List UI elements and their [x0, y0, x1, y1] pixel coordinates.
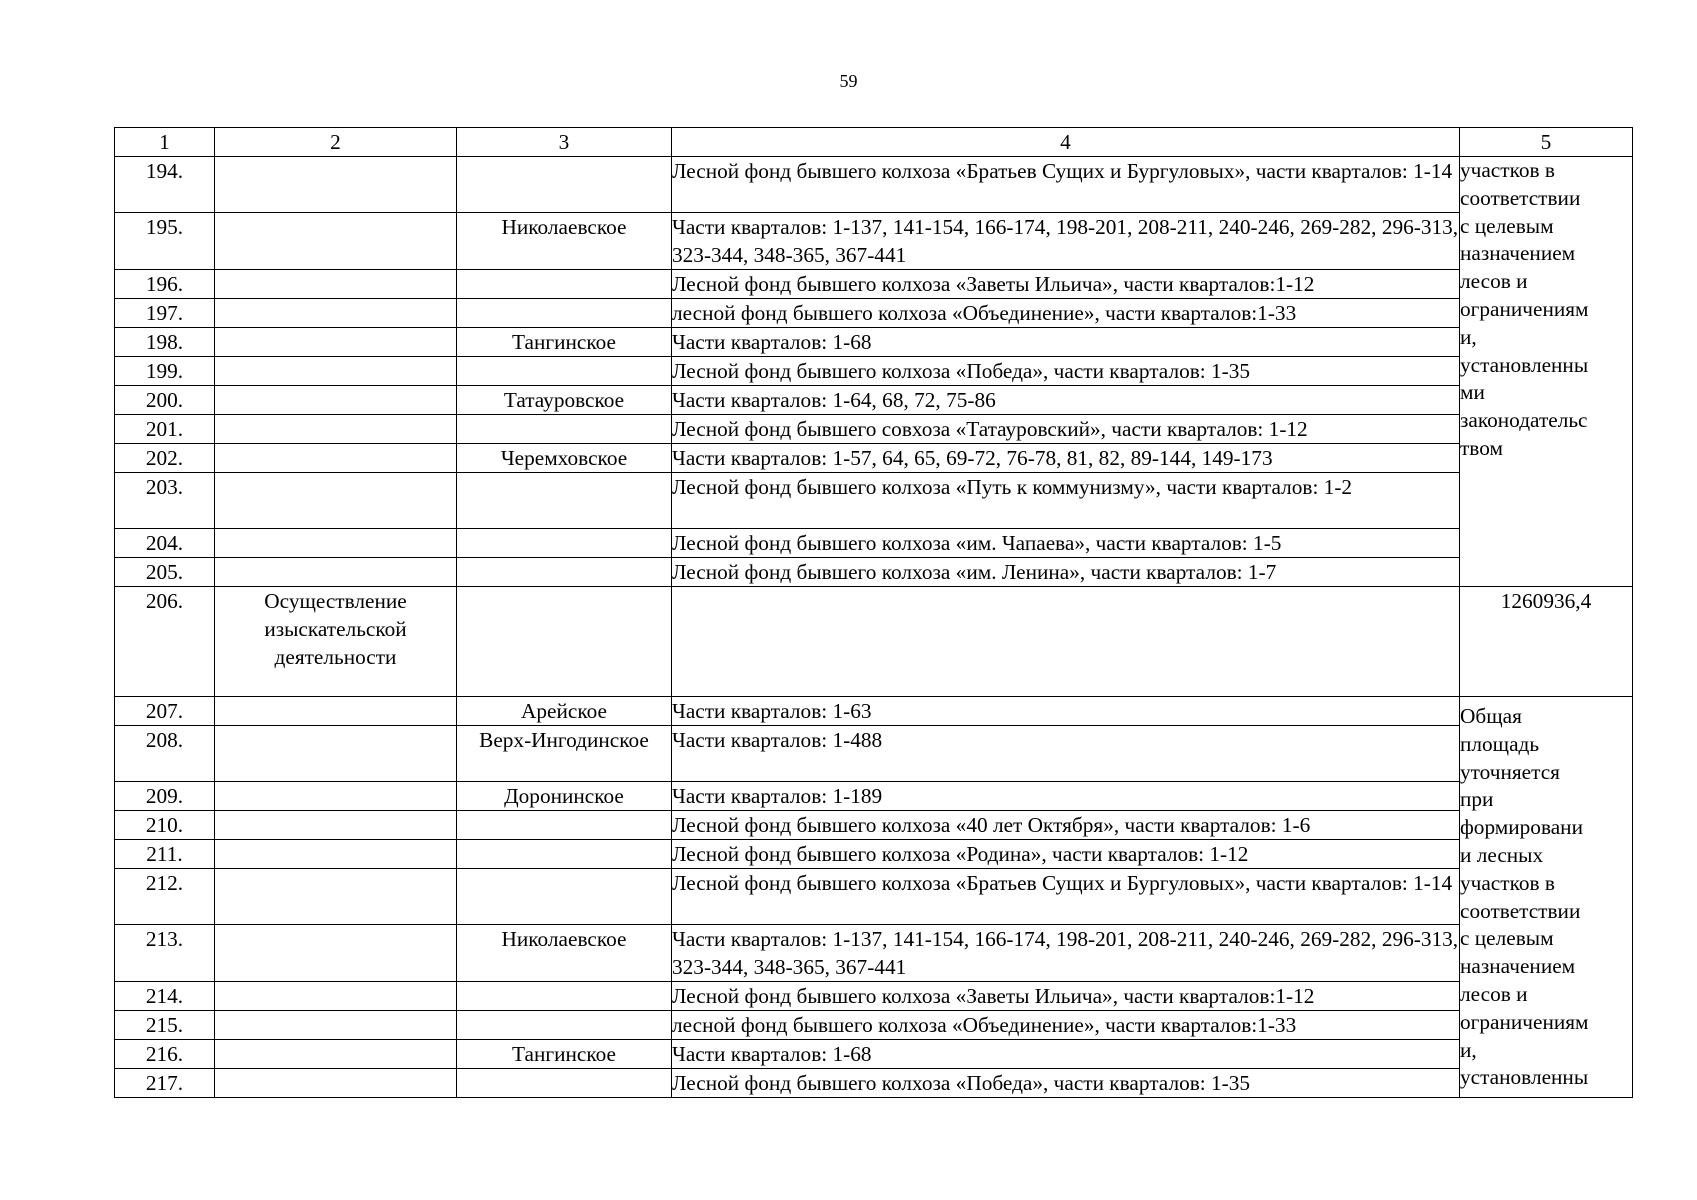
row-number: 194.: [115, 157, 215, 213]
row-purpose: [215, 529, 457, 558]
row-number: 196.: [115, 270, 215, 299]
table-row: [115, 697, 1633, 726]
column-header-1: 1: [115, 128, 215, 157]
row-forestry-district: [457, 811, 672, 840]
note-text-lower: Общая площадь уточняется при формировани и лесных участков в соответствии с целевым назначением лесов и ограничениям и, установленны: [1460, 704, 1589, 1090]
note-cell-upper: [1460, 157, 1633, 587]
row-purpose: Осуществление изыскательской деятельности: [215, 587, 457, 697]
table-row: [115, 299, 1633, 328]
row-number: 195.: [115, 213, 215, 270]
row-area-value: 1260936,4: [1460, 587, 1633, 697]
row-forestry-district: [457, 357, 672, 386]
row-quarters: Лесной фонд бывшего колхоза «40 лет Октября», части кварталов: 1-6: [672, 811, 1460, 840]
table-row: [115, 529, 1633, 558]
row-purpose: [215, 811, 457, 840]
row-forestry-district: [457, 587, 672, 697]
table-row: [115, 811, 1633, 840]
row-purpose: [215, 925, 457, 982]
row-number: 199.: [115, 357, 215, 386]
row-purpose: [215, 1011, 457, 1040]
row-purpose: [215, 558, 457, 587]
row-number: 206.: [115, 587, 215, 697]
row-forestry-district: [457, 299, 672, 328]
row-forestry-district: Татауровское: [457, 386, 672, 415]
note-cell-lower: [1460, 697, 1633, 1098]
row-quarters: лесной фонд бывшего колхоза «Объединение», части кварталов:1-33: [672, 1011, 1460, 1040]
row-quarters: Лесной фонд бывшего колхоза «Победа», части кварталов: 1-35: [672, 357, 1460, 386]
table-row: [115, 1040, 1633, 1069]
row-quarters: Лесной фонд бывшего колхоза «Братьев Сущих и Бургуловых», части кварталов: 1-14: [672, 157, 1460, 213]
row-forestry-district: Доронинское: [457, 782, 672, 811]
row-quarters: Лесной фонд бывшего колхоза «им. Чапаева», части кварталов: 1-5: [672, 529, 1460, 558]
row-forestry-district: [457, 270, 672, 299]
row-purpose: [215, 473, 457, 529]
row-forestry-district: [457, 558, 672, 587]
row-forestry-district: [457, 157, 672, 213]
table-row: [115, 415, 1633, 444]
row-number: 216.: [115, 1040, 215, 1069]
table-row: [115, 270, 1633, 299]
row-forestry-district: Тангинское: [457, 1040, 672, 1069]
table-row: [115, 444, 1633, 473]
table-row: [115, 328, 1633, 357]
row-purpose: [215, 840, 457, 869]
row-quarters: Части кварталов: 1-137, 141-154, 166-174, 198-201, 208-211, 240-246, 269-282, 296-313, 323-344, 348-365, 367-441: [672, 213, 1460, 270]
row-quarters: лесной фонд бывшего колхоза «Объединение», части кварталов:1-33: [672, 299, 1460, 328]
row-purpose: [215, 328, 457, 357]
row-number: 207.: [115, 697, 215, 726]
row-purpose: [215, 1069, 457, 1098]
row-purpose: [215, 869, 457, 925]
row-forestry-district: Николаевское: [457, 925, 672, 982]
row-purpose: [215, 357, 457, 386]
row-forestry-district: Верх-Ингодинское: [457, 726, 672, 782]
row-number: 197.: [115, 299, 215, 328]
row-purpose: [215, 697, 457, 726]
row-quarters: Лесной фонд бывшего совхоза «Татауровский», части кварталов: 1-12: [672, 415, 1460, 444]
row-forestry-district: Арейское: [457, 697, 672, 726]
table-row: [115, 782, 1633, 811]
row-number: 198.: [115, 328, 215, 357]
row-number: 202.: [115, 444, 215, 473]
row-purpose: [215, 982, 457, 1011]
table-row: [115, 726, 1633, 782]
table-header-row: [115, 128, 1633, 157]
row-purpose: [215, 386, 457, 415]
table-row: [115, 558, 1633, 587]
table-row: [115, 869, 1633, 925]
row-forestry-district: Черемховское: [457, 444, 672, 473]
row-quarters: Части кварталов: 1-68: [672, 1040, 1460, 1069]
row-forestry-district: Николаевское: [457, 213, 672, 270]
page-number: 59: [839, 71, 858, 91]
column-header-3: 3: [457, 128, 672, 157]
row-quarters: [672, 587, 1460, 697]
row-quarters: Лесной фонд бывшего колхоза «Путь к коммунизму», части кварталов: 1-2: [672, 473, 1460, 529]
row-purpose: [215, 782, 457, 811]
row-quarters: Части кварталов: 1-68: [672, 328, 1460, 357]
table-row: [115, 357, 1633, 386]
row-number: 210.: [115, 811, 215, 840]
row-quarters: Части кварталов: 1-64, 68, 72, 75-86: [672, 386, 1460, 415]
table-row: [115, 386, 1633, 415]
column-header-5: 5: [1460, 128, 1633, 157]
table-row: [115, 1069, 1633, 1098]
row-number: 201.: [115, 415, 215, 444]
row-quarters: Лесной фонд бывшего колхоза «им. Ленина», части кварталов: 1-7: [672, 558, 1460, 587]
row-quarters: Лесной фонд бывшего колхоза «Родина», части кварталов: 1-12: [672, 840, 1460, 869]
row-number: 214.: [115, 982, 215, 1011]
row-purpose: [215, 299, 457, 328]
row-quarters: Части кварталов: 1-63: [672, 697, 1460, 726]
row-number: 205.: [115, 558, 215, 587]
row-quarters: Части кварталов: 1-189: [672, 782, 1460, 811]
row-quarters: Лесной фонд бывшего колхоза «Братьев Сущих и Бургуловых», части кварталов: 1-14: [672, 869, 1460, 925]
row-number: 215.: [115, 1011, 215, 1040]
row-forestry-district: [457, 473, 672, 529]
table-row: [115, 982, 1633, 1011]
table-row: [115, 840, 1633, 869]
row-purpose: [215, 270, 457, 299]
table-row: [115, 157, 1633, 213]
row-number: 208.: [115, 726, 215, 782]
row-purpose: [215, 726, 457, 782]
table-row: [115, 1011, 1633, 1040]
forest-register-table: [114, 127, 1633, 1098]
row-forestry-district: Тангинское: [457, 328, 672, 357]
row-purpose: [215, 444, 457, 473]
row-quarters: Части кварталов: 1-488: [672, 726, 1460, 782]
row-forestry-district: [457, 1069, 672, 1098]
row-quarters: Лесной фонд бывшего колхоза «Победа», части кварталов: 1-35: [672, 1069, 1460, 1098]
row-purpose: [215, 1040, 457, 1069]
row-purpose: [215, 415, 457, 444]
table-row: [115, 473, 1633, 529]
row-number: 200.: [115, 386, 215, 415]
row-number: 213.: [115, 925, 215, 982]
row-quarters: Лесной фонд бывшего колхоза «Заветы Ильича», части кварталов:1-12: [672, 270, 1460, 299]
row-purpose: [215, 213, 457, 270]
table-row: [115, 213, 1633, 270]
row-number: 209.: [115, 782, 215, 811]
row-quarters: Части кварталов: 1-57, 64, 65, 69-72, 76-78, 81, 82, 89-144, 149-173: [672, 444, 1460, 473]
row-number: 204.: [115, 529, 215, 558]
column-header-2: 2: [215, 128, 457, 157]
table-row: [115, 587, 1633, 697]
row-forestry-district: [457, 869, 672, 925]
row-purpose: [215, 157, 457, 213]
row-quarters: Лесной фонд бывшего колхоза «Заветы Ильича», части кварталов:1-12: [672, 982, 1460, 1011]
table-row: [115, 925, 1633, 982]
row-number: 211.: [115, 840, 215, 869]
row-forestry-district: [457, 982, 672, 1011]
row-number: 217.: [115, 1069, 215, 1098]
row-forestry-district: [457, 529, 672, 558]
note-text-upper: участков в соответствии с целевым назначением лесов и ограничениям и, установленны ми законодательс твом: [1460, 158, 1589, 460]
row-number: 212.: [115, 869, 215, 925]
row-number: 203.: [115, 473, 215, 529]
row-quarters: Части кварталов: 1-137, 141-154, 166-174, 198-201, 208-211, 240-246, 269-282, 296-313, 323-344, 348-365, 367-441: [672, 925, 1460, 982]
row-forestry-district: [457, 1011, 672, 1040]
row-forestry-district: [457, 415, 672, 444]
column-header-4: 4: [672, 128, 1460, 157]
row-forestry-district: [457, 840, 672, 869]
